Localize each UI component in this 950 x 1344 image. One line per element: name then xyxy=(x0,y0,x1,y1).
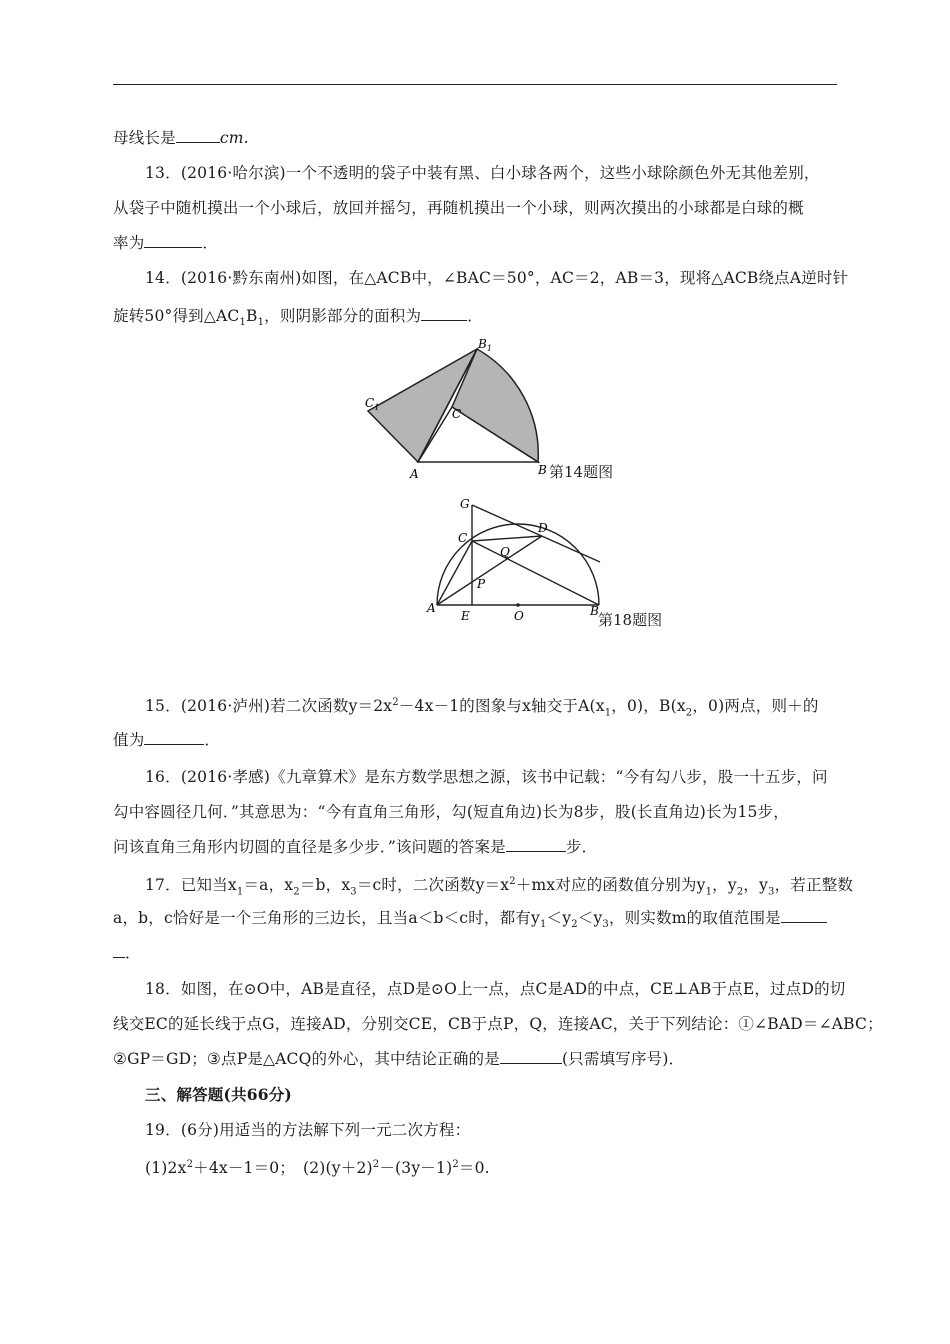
label-d: D xyxy=(538,521,548,535)
answer-blank[interactable] xyxy=(144,729,204,745)
label-e: E xyxy=(461,609,470,623)
question-16-line-3: 问该直角三角形内切圆的直径是多少步．”该问题的答案是 步． xyxy=(113,838,598,856)
answer-blank[interactable] xyxy=(144,232,202,248)
segment-cd xyxy=(472,536,542,541)
figure-18-caption: 第18题图 xyxy=(598,611,663,629)
label-b1: $B_1$ xyxy=(478,337,492,353)
question-15-line-1: 15．(2016·泸州)若二次函数$y=2x^2-4x-1$的图象与x轴交于$A(x_1$，0)，$B(x_2$，0)两点，则＋的 xyxy=(145,697,819,719)
answer-blank[interactable] xyxy=(500,1048,562,1064)
label-b: B xyxy=(590,604,599,618)
question-19-equations: $(1)2x^2+4x-1=0$； $(2)(y+2)^2-(3y-1)^2=0$. xyxy=(145,1159,490,1178)
answer-blank[interactable] xyxy=(506,836,566,852)
text-line-cone: 母线长是 cm. xyxy=(113,129,249,147)
label-g: G xyxy=(460,497,470,511)
question-17-line-3: ． xyxy=(113,942,141,964)
answer-blank[interactable] xyxy=(781,907,827,923)
question-17-line-1: 17．已知当$x_1=a$，$x_2=b$，$x_3=c$时，二次函数$y=x^2+mx$对应的函数值分别为$y_1$，$y_2$，$y_3$，若正整数 xyxy=(145,876,854,898)
question-14-line-1: 14．(2016·黔东南州)如图，在△ACB中，∠BAC＝50°，AC＝2，AB＝3，现将△ACB绕点A逆时针 xyxy=(145,269,849,287)
segment-ac xyxy=(437,541,472,605)
label-a: A xyxy=(410,467,419,481)
answer-blank[interactable] xyxy=(421,305,467,321)
question-13-line-3: 率为 ． xyxy=(113,234,219,252)
center-point xyxy=(516,603,520,607)
header-rule xyxy=(113,84,837,85)
label-c: C xyxy=(458,531,468,545)
question-13-line-1: 13．(2016·哈尔滨)一个不透明的袋子中装有黑、白小球各两个，这些小球除颜色外无其他差别， xyxy=(145,164,820,182)
label-c1: $C_1$ xyxy=(365,396,380,412)
question-18-line-3: ②GP＝GD；③点P是△ACQ的外心，其中结论正确的是 (只需填写序号)． xyxy=(113,1050,685,1068)
question-18-line-2: 线交EC的延长线于点G，连接AD，分别交CE，CB于点P，Q，连接AC，关于下列结论：①∠BAD＝∠ABC； xyxy=(113,1015,883,1033)
label-a: A xyxy=(427,601,436,615)
label-p: P xyxy=(477,577,486,591)
label-q: Q xyxy=(500,545,510,559)
tangent-line xyxy=(472,505,600,562)
question-19-line-1: 19．(6分)用适当的方法解下列一元二次方程： xyxy=(145,1121,471,1139)
question-15-line-2: 值为 ． xyxy=(113,731,221,749)
question-18-line-1: 18．如图，在⊙O中，AB是直径，点D是⊙O上一点，点C是AD的中点，CE⊥AB于点E，过点D的切 xyxy=(145,980,846,998)
label-c: C xyxy=(452,407,462,421)
segment-ad xyxy=(437,536,542,605)
section-3-heading: 三、解答题(共66分) xyxy=(145,1085,292,1104)
question-13-line-2: 从袋子中随机摸出一个小球后，放回并摇匀，再随机摸出一个小球，则两次摸出的小球都是白球的概 xyxy=(113,199,804,217)
question-16-line-1: 16．(2016·孝感)《九章算术》是东方数学思想之源，该书中记载：“今有勾八步，股一十五步，问 xyxy=(145,768,828,786)
answer-blank[interactable] xyxy=(176,127,220,143)
question-14-line-2: 旋转50°得到$\triangle AC_1B_1$，则阴影部分的面积为 ． xyxy=(113,307,483,329)
figure-14-caption: 第14题图 xyxy=(549,463,614,481)
label-b: B xyxy=(538,463,547,477)
figure-14 xyxy=(360,335,560,485)
question-17-line-2: a，b，c恰好是一个三角形的三边长，且当a＜b＜c时，都有$y_1<y_2<y_3$，则实数m的取值范围是 xyxy=(113,907,827,936)
figure-18 xyxy=(420,490,605,625)
segment-cb xyxy=(472,541,599,605)
label-o: O xyxy=(514,609,524,623)
question-16-line-2: 勾中容圆径几何．”其意思为：“今有直角三角形，勾(短直角边)长为8步，股(长直角边)长为15步， xyxy=(113,803,789,821)
answer-blank-continued[interactable] xyxy=(113,942,125,958)
